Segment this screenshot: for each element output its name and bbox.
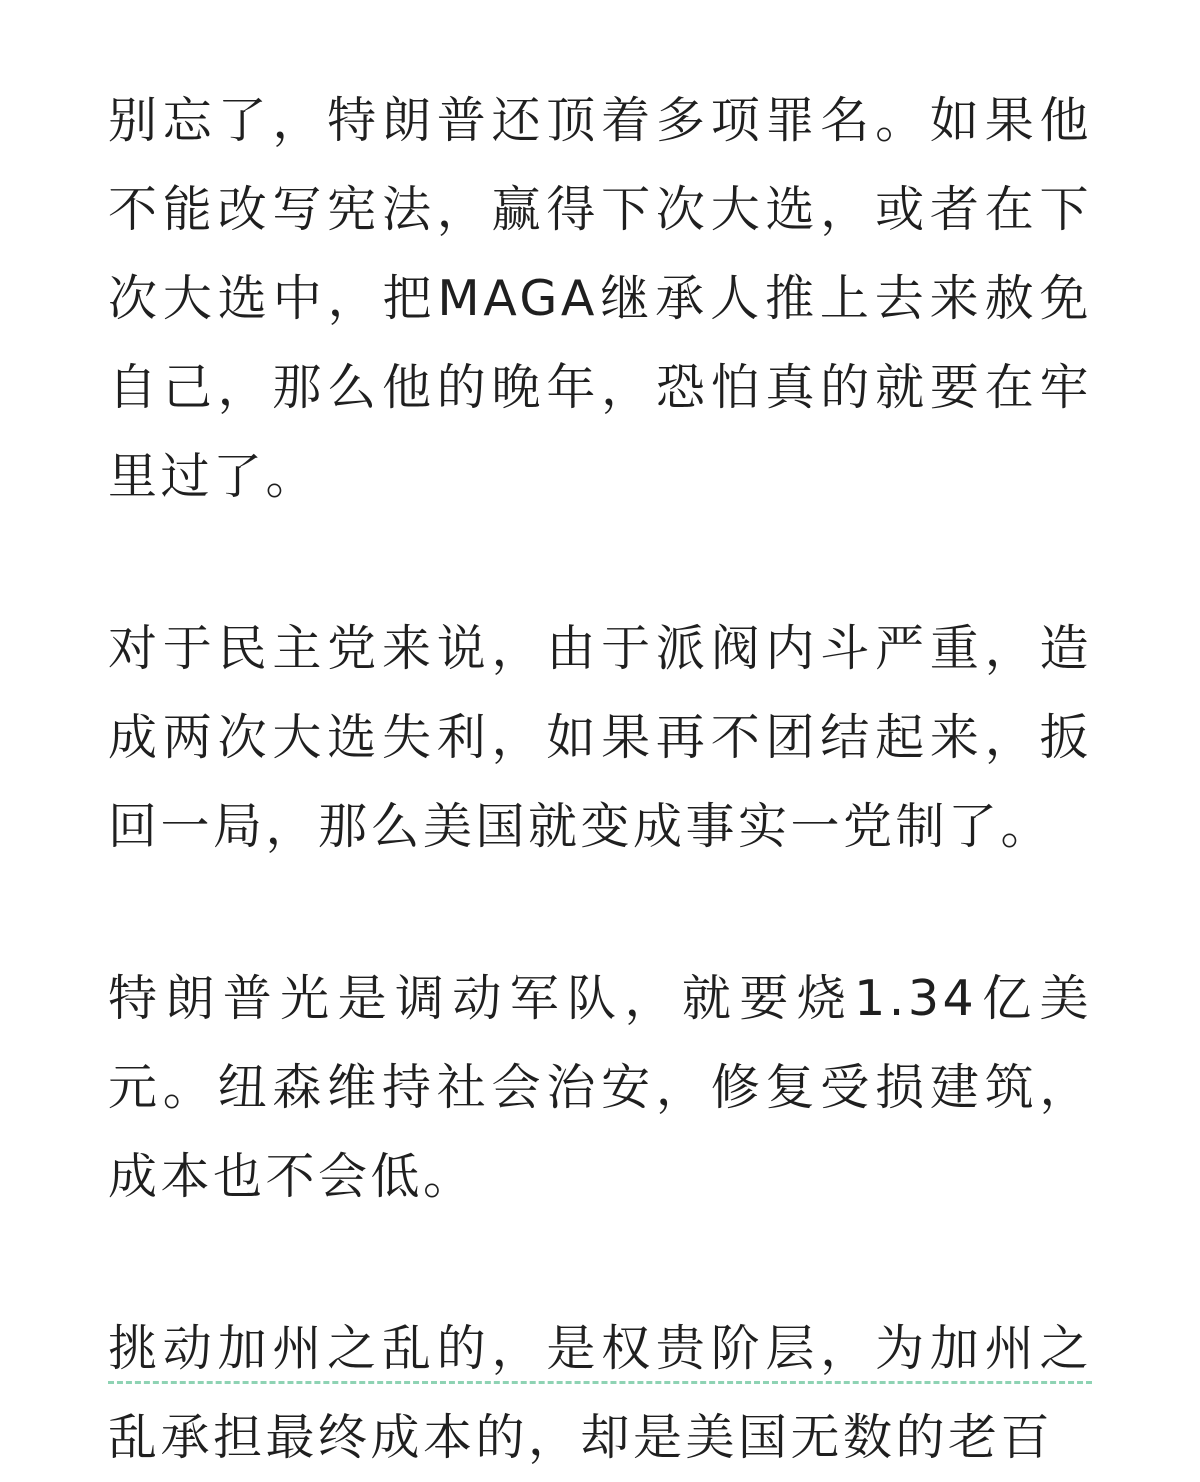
paragraph-trump-charges: 别忘了，特朗普还顶着多项罪名。如果他不能改写宪法，赢得下次大选，或者在下次大选中，把MAGA继承人推上去来赦免自己，那么他的晚年，恐怕真的就要在牢里过了。 [108,92,1092,505]
paragraph-continuation: 乱承担最终成本的，却是美国无数的老百 [108,1409,1054,1466]
paragraph-democrats: 对于民主党来说，由于派阀内斗严重，造成两次大选失利，如果再不团结起来，扳回一局，那么美国就变成事实一党制了。 [108,620,1092,855]
paragraph-california-cost [108,1304,1092,1482]
paragraph-military-cost: 特朗普光是调动军队，就要烧1.34亿美元。纽森维持社会治安，修复受损建筑，成本也不会低。 [108,970,1092,1205]
highlighted-phrase[interactable]: 挑动加州之乱的，是权贵阶层，为加州之 [108,1320,1092,1377]
article-body [108,76,1092,1482]
